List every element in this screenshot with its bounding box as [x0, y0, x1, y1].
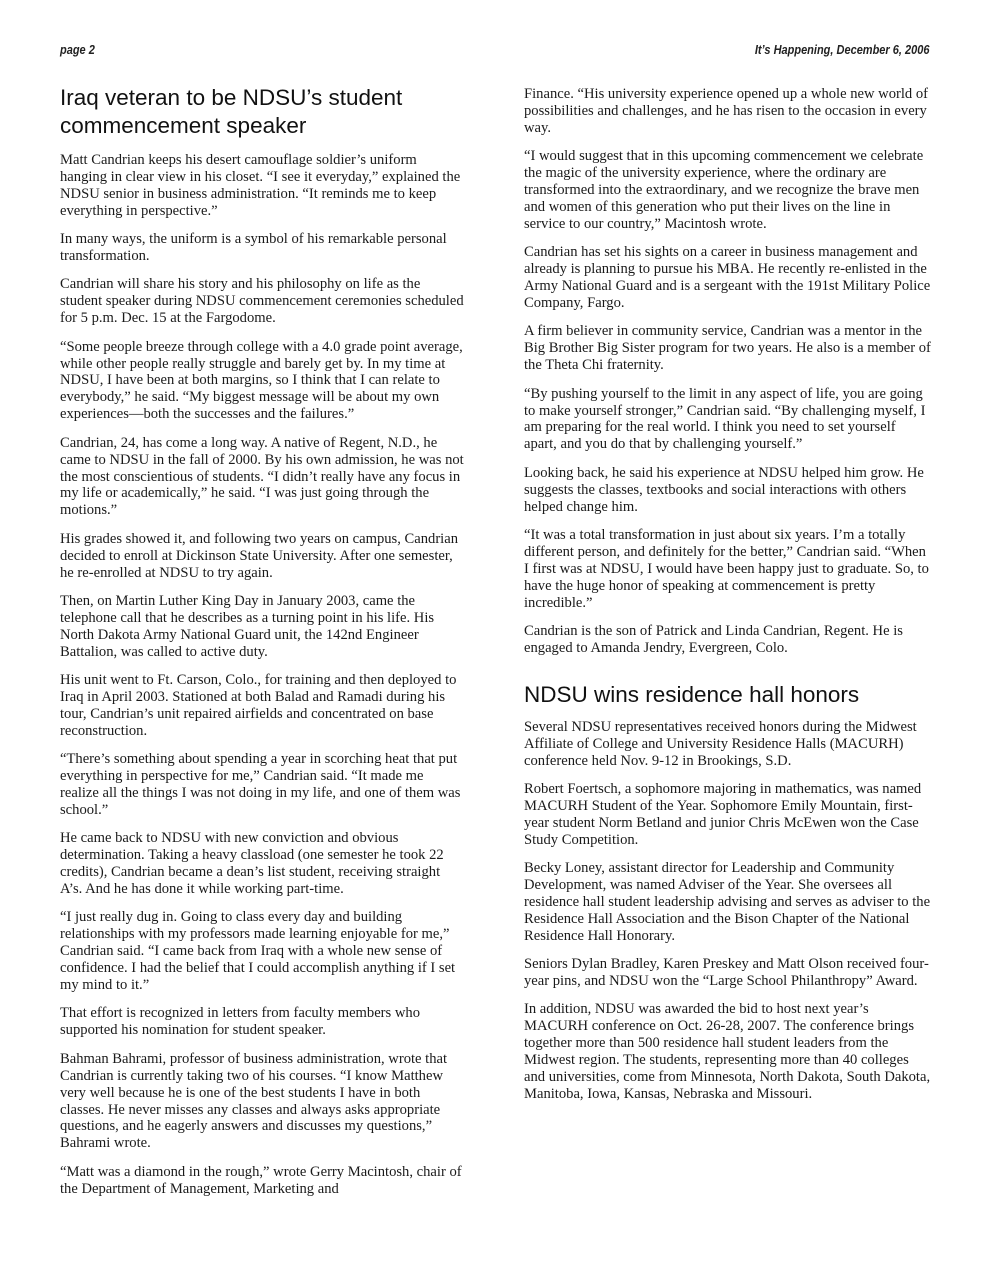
article-paragraph: In many ways, the uniform is a symbol of his remarkable personal transformation. — [60, 231, 447, 265]
right-column — [524, 86, 932, 1114]
article-paragraph: Matt Candrian keeps his desert camouflage soldier’s uniform hanging in clear view in his closet. “I see it everyday,” explained the NDSU senior in business administration. “It reminds me to keep everything in perspective.” — [60, 152, 461, 219]
article-paragraph: Candrian is the son of Patrick and Linda Candrian, Regent. He is engaged to Amanda Jendry, Evergreen, Colo. — [524, 622, 903, 656]
article-paragraph: “I just really dug in. Going to class every day and building relationships with my professors made learning enjoyable for me,” Candrian said. “I came back from Iraq with a whole new sense of confidence. I had the belief that I could accomplish anything if I set my mind to it.” — [60, 909, 456, 994]
article-paragraph: “By pushing yourself to the limit in any aspect of life, you are going to make yourself stronger,” Candrian said. “By challenging myself, I am preparing for the real world. I think you need to set yourself apart, and you do that by challenging yourself.” — [524, 385, 926, 453]
article-paragraph: Finance. “His university experience opened up a whole new world of possibilities and challenges, and he has risen to the occasion in every way. — [524, 86, 929, 136]
article-paragraph: He came back to NDSU with new conviction and obvious determination. Taking a heavy classload (one semester he took 22 credits), Candrian became a dean’s list student, receiving straight A’s. And he has done it while working part-time. — [60, 830, 444, 898]
article-headline: Iraq veteran to be NDSU’s student commencement speaker — [60, 85, 403, 138]
article-paragraph: In addition, NDSU was awarded the bid to host next year’s MACURH conference on Oct. 26-28, 2007. The conference brings together more than 500 residence hall student leaders from the Midwest region. The students, representing more than 40 colleges and universities, come from Minnesota, North Dakota, South Dakota, Manitoba, Iowa, Kansas, Nebraska and Missouri. — [524, 1001, 931, 1102]
page-number: page 2 — [60, 43, 95, 57]
left-column — [60, 84, 465, 1209]
article-paragraph: That effort is recognized in letters from faculty members who supported his nomination for student speaker. — [60, 1005, 420, 1039]
article-paragraph: “I would suggest that in this upcoming commencement we celebrate the magic of the university experience, where the ordinary are transformed into the extraordinary, and we recognize the brave men and women of this generation who put their lives on the line in service to our country,” Macintosh wrote. — [524, 148, 924, 232]
article-paragraph: “It was a total transformation in just about six years. I’m a totally different person, and definitely for the better,” Candrian said. “When I first was at NDSU, I would have been happy just to graduate. So, to have the huge honor of speaking at commencement is pretty incredible.” — [524, 526, 929, 611]
article-paragraph: Candrian will share his story and his philosophy on life as the student speaker during NDSU commencement ceremonies scheduled for 5 p.m. Dec. 15 at the Fargodome. — [60, 276, 464, 327]
article-paragraph: Seniors Dylan Bradley, Karen Preskey and Matt Olson received four-year pins, and NDSU won the “Large School Philanthropy” Award. — [524, 956, 929, 990]
article-paragraph: Robert Foertsch, a sophomore majoring in mathematics, was named MACURH Student of the Year. Sophomore Emily Mountain, first-year student Norm Betland and junior Chris McEwen won the Case Study Competition. — [524, 781, 922, 848]
article-headline: NDSU wins residence hall honors — [524, 681, 860, 707]
article-paragraph: “There’s something about spending a year in scorching heat that put everything in perspective for me,” Candrian said. “It made me realize all the things I was not doing in my life, and one of them was school.” — [60, 751, 461, 818]
article-paragraph: His grades showed it, and following two years on campus, Candrian decided to enroll at Dickinson State University. After one semester, he re-enrolled at NDSU to try again. — [60, 530, 459, 581]
publication-dateline: It’s Happening, December 6, 2006 — [754, 43, 929, 57]
article-paragraph: Bahman Bahrami, professor of business administration, wrote that Candrian is currently taking two of his courses. “I know Matthew very well because he is one of the best students I have in both classes. He never misses any classes and always asks appropriate questions, and he eagerly answers and discusses my questions,” Bahrami wrote. — [60, 1050, 448, 1152]
article-paragraph: A firm believer in community service, Candrian was a mentor in the Big Brother Big Sister program for two years. He also is a member of the Theta Chi fraternity. — [524, 323, 931, 374]
article-paragraph: Candrian, 24, has come a long way. A native of Regent, N.D., he came to NDSU in the fall of 2000. By his own admission, he was not the most conscientious of students. “I didn’t really have any focus in my life or academically,” he said. “I was just going through the motions.” — [60, 434, 464, 519]
article-paragraph: Candrian has set his sights on a career in business management and already is planning to pursue his MBA. He recently re-enlisted in the Army National Guard and is a sergeant with the 191st Military Police Company, Fargo. — [524, 244, 931, 311]
article-paragraph: “Some people breeze through college with a 4.0 grade point average, while other people really struggle and barely get by. In my time at NDSU, I have been at both margins, so I think that I can relate to everybody,” he said. “My biggest message will be about my own experiences—both the successes and the failures.” — [60, 338, 463, 423]
article-paragraph: His unit went to Ft. Carson, Colo., for training and then deployed to Iraq in April 2003. Stationed at both Balad and Ramadi during his tour, Candrian’s unit repaired airfields and concentrated on base reconstruction. — [60, 672, 457, 739]
article-paragraph: “Matt was a diamond in the rough,” wrote Gerry Macintosh, chair of the Department of Management, Marketing and — [60, 1163, 462, 1197]
article-paragraph: Becky Loney, assistant director for Leadership and Community Development, was named Adviser of the Year. She oversees all residence hall student leadership advising and serves as adviser to the Residence Hall Association and the Bison Chapter of the National Residence Hall Honorary. — [524, 860, 931, 944]
article-paragraph: Several NDSU representatives received honors during the Midwest Affiliate of College and University Residence Halls (MACURH) conference held Nov. 9-12 in Brookings, S.D. — [524, 718, 917, 769]
article-paragraph: Then, on Martin Luther King Day in January 2003, came the telephone call that he describes as a turning point in his life. His North Dakota Army National Guard unit, the 142nd Engineer Battalion, was called to active duty. — [60, 592, 435, 660]
article-paragraph: Looking back, he said his experience at NDSU helped him grow. He suggests the classes, textbooks and social interactions with others helped change him. — [524, 464, 924, 515]
